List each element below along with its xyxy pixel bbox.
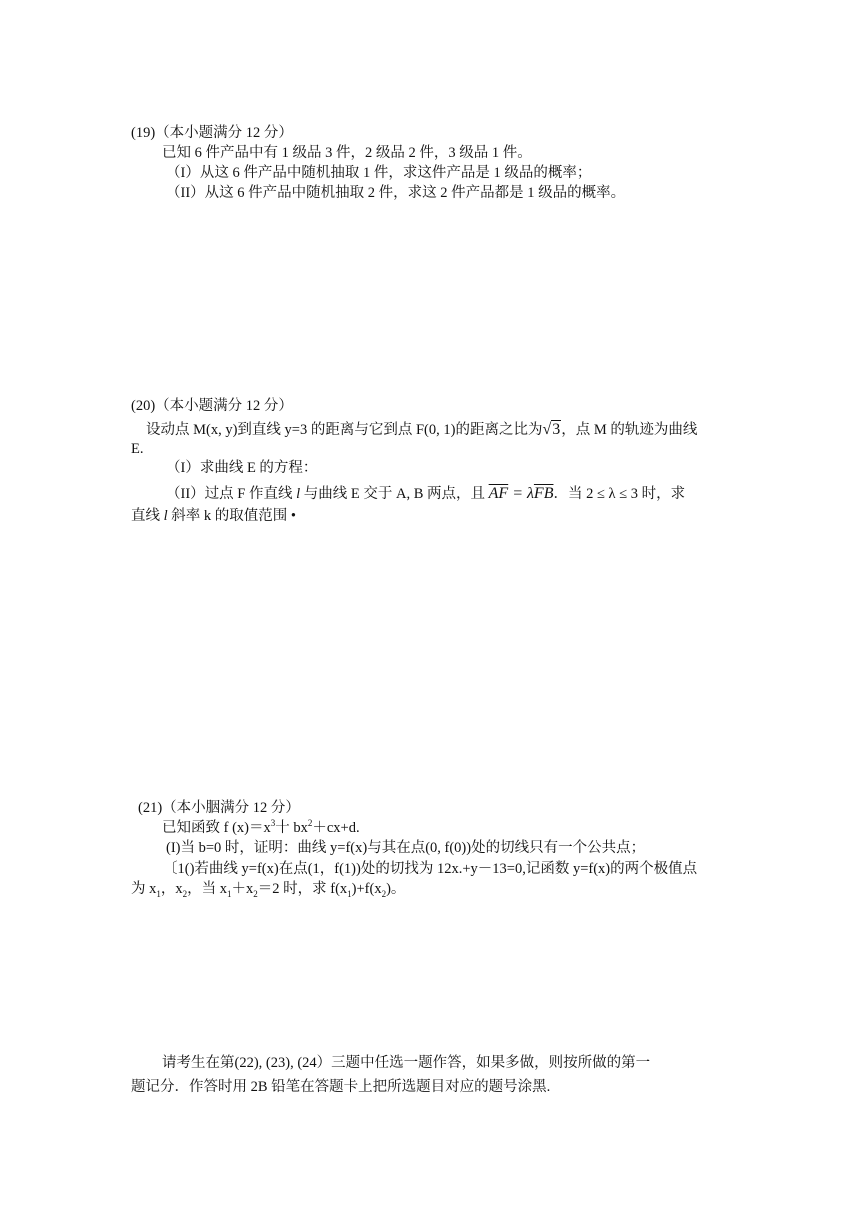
q19-part2: （II）从这 6 件产品中随机抽取 2 件，求这 2 件产品都是 1 级品的概率。 [166,185,626,201]
q21-stem [162,818,360,839]
q20-part2-d [131,506,296,527]
q21-p2b-b: ，x [160,881,183,897]
q20-part2-d-b: 斜率 k 的取值范围 • [167,508,296,524]
sub-1b: 1 [227,888,232,899]
note-line2: 题记分．作答时用 2B 铅笔在答题卡上把所选题目对应的题号涂黑. [131,1079,551,1095]
q21-p2b-c: ，当 x [187,881,227,897]
q19-part1: （I）从这 6 件产品中随机抽取 1 件，求这件产品是 1 级品的概率； [166,165,592,181]
line-l-2: l [163,508,168,524]
q21-p2b-g: )。 [386,881,406,897]
q21-part2: 〔1()若曲线 y=f(x)在点(1，f(1))处的切找为 12x.+y－13=0,记函数 y=f(x)的两个极值点 [163,861,698,877]
q21-stem-a: 已知函致 f (x)＝x [162,820,271,836]
q20-part2 [166,482,685,505]
equals-lambda: = λ [508,485,534,502]
sub-2a: 2 [182,888,188,899]
exp-2: 2 [307,818,313,829]
q21-p2b-a: 为 x [131,881,157,897]
q21-p2b-d: ＋x [231,881,254,897]
q20-title: (20)（本小题满分 12 分） [131,398,293,414]
vector-fb: $\overline{FB}$ [533,485,554,502]
q21-stem-b: 十 bx [275,820,308,836]
q21-part1: (I)当 b=0 时，证明：曲线 y=f(x)与其在点(0, f(0))处的切线只有一个公共点； [166,840,646,856]
sqrt-radicand: 3 [552,421,561,438]
exp-3: 3 [270,818,276,829]
q19-stem: 已知 6 件产品中有 1 级品 3 件，2 级品 2 件，3 级品 1 件。 [162,145,532,161]
line-l: l [296,486,301,502]
q20-stem-c: E. [131,441,144,457]
q21-title: (21)（本小胭满分 12 分） [138,800,300,816]
q20-part2-a: （II）过点 F 作直线 [166,486,297,502]
q20-stem-a: 设动点 M(x, y)到直线 y=3 的距离与它到点 F(0, 1)的距离之比为 [146,422,543,438]
q20-part1: （I）求曲线 E 的方程： [166,460,318,476]
sub-1c: 1 [347,888,352,899]
vector-af: $\overline{AF}$ [488,485,509,502]
sub-2b: 2 [253,888,258,899]
sqrt-symbol: √3 [542,421,561,438]
q20-stem-b: ，点 M 的轨迹为曲线 [561,422,698,438]
q20-part2-d-a: 直线 [131,508,164,524]
q20-part2-c: ．当 2 ≤ λ ≤ 3 时，求 [553,486,686,502]
sub-1a: 1 [156,888,161,899]
q21-p2b-f: )+f(x [351,881,382,897]
q21-stem-c: ＋cx+d. [312,820,360,836]
q20-stem [146,418,697,441]
q20-part2-b: 与曲线 E 交于 A, B 两点，且 [300,486,489,502]
q21-p2b-e: ＝2 时，求 f(x [257,881,348,897]
sub-2c: 2 [381,888,387,899]
note-line1: 请考生在第(22), (23), (24）三题中任选一题作答，如果多做，则按所做的第一 [162,1055,651,1071]
q21-part2-cont [131,879,405,900]
q19-title: (19)（本小题满分 12 分） [131,125,293,141]
